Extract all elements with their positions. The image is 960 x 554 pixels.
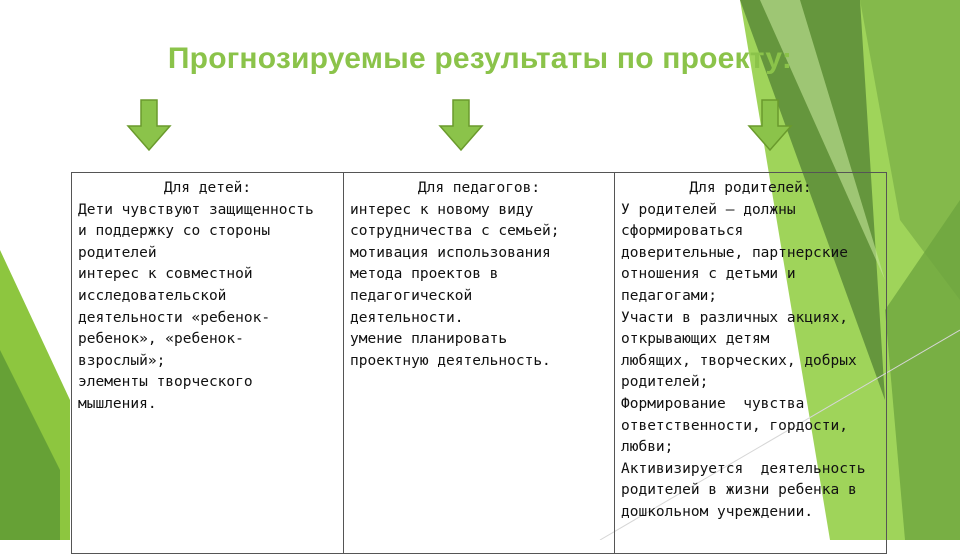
- cell-line: Формирование чувства: [621, 395, 805, 412]
- cell-line: мышления.: [78, 395, 157, 412]
- column-header-teachers: Для педагогов:: [417, 180, 541, 196]
- cell-line: родителей: [78, 244, 157, 261]
- cell-line: исследовательской: [78, 287, 227, 304]
- cell-line: ребенок», «ребенок-: [78, 331, 244, 348]
- cell-line: интерес к совместной: [78, 266, 253, 283]
- cell-line: деятельности.: [350, 309, 464, 326]
- arrow-down-icon: [438, 98, 484, 152]
- cell-line: мотивация использования: [350, 244, 551, 261]
- cell-line: родителей;: [621, 374, 709, 391]
- column-children: [72, 173, 343, 553]
- cell-line: сформироваться: [621, 223, 744, 240]
- cell-line: дошкольном учреждении.: [621, 503, 814, 520]
- cell-line: умение планировать: [350, 331, 508, 348]
- cell-line: педагогами;: [621, 287, 718, 304]
- cell-line: Дети чувствуют защищенность: [78, 201, 314, 218]
- cell-line: доверительные, партнерские: [621, 244, 848, 261]
- cell-line: элементы творческого: [78, 374, 253, 391]
- cell-line: педагогической: [350, 287, 473, 304]
- cell-line: У родителей – должны: [621, 201, 796, 218]
- slide-title: Прогнозируемые результаты по проекту:: [167, 42, 793, 75]
- cell-line: интерес к новому виду: [350, 201, 534, 218]
- cell-line: открывающих детям: [621, 331, 770, 348]
- cell-line: любящих, творческих, добрых: [621, 352, 857, 369]
- cell-line: взрослый»;: [78, 352, 166, 369]
- results-table: [71, 172, 887, 554]
- cell-line: Активизируется деятельность: [621, 460, 866, 477]
- column-teachers: [343, 173, 614, 553]
- cell-line: проектную деятельность.: [350, 352, 551, 369]
- arrow-down-icon: [747, 98, 793, 152]
- cell-line: Участи в различных акциях,: [621, 309, 848, 326]
- arrow-down-icon: [126, 98, 172, 152]
- cell-line: и поддержку со стороны: [78, 223, 271, 240]
- cell-line: деятельности «ребенок-: [78, 309, 271, 326]
- column-parents: [614, 173, 886, 553]
- cell-line: сотрудничества с семьей;: [350, 223, 560, 240]
- column-header-children: Для детей:: [163, 180, 252, 196]
- cell-line: любви;: [621, 439, 674, 456]
- cell-line: отношения с детьми и: [621, 266, 796, 283]
- cell-line: ответственности, гордости,: [621, 417, 848, 434]
- column-header-parents: Для родителей:: [689, 180, 812, 196]
- cell-line: метода проектов в: [350, 266, 499, 283]
- cell-line: родителей в жизни ребенка в: [621, 482, 857, 499]
